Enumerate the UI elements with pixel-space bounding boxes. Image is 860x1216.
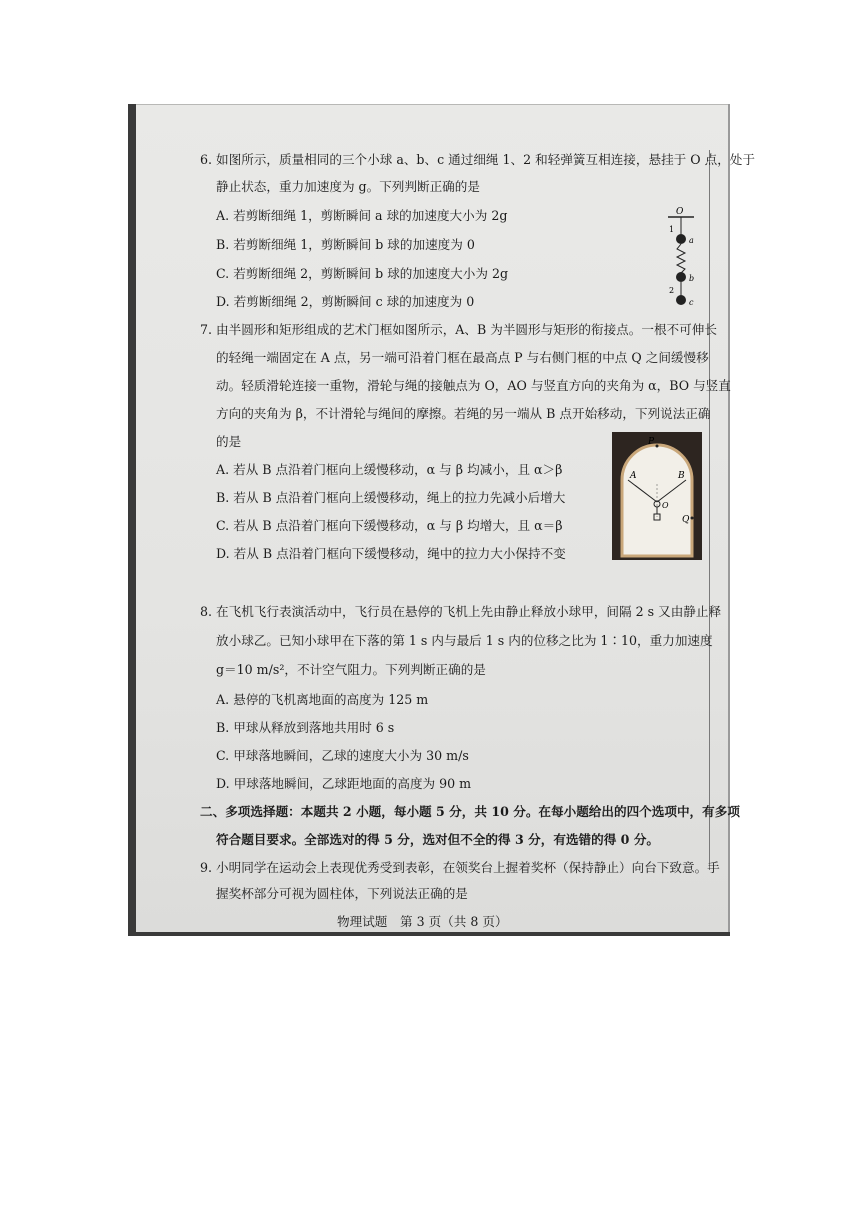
photo-bottom-edge [128, 932, 730, 936]
q7-option-d: D. 若从 B 点沿着门框向下缓慢移动，绳中的拉力大小保持不变 [216, 546, 566, 561]
q6-spring [677, 244, 685, 273]
q7-label-o: O [662, 501, 669, 510]
q6-ball-c [676, 295, 686, 305]
page-footer: 物理试题 第 3 页（共 8 页） [337, 914, 508, 929]
section2-heading-2: 符合题目要求。全部选对的得 5 分，选对但不全的得 3 分，有选错的得 0 分。 [216, 832, 660, 847]
q6-label-o: O [676, 207, 684, 217]
q6-label-rope1: 1 [669, 225, 675, 234]
q7-option-b: B. 若从 B 点沿着门框向上缓慢移动，绳上的拉力先减小后增大 [216, 490, 566, 505]
q6-stem-2: 静止状态，重力加速度为 g。下列判断正确的是 [216, 179, 480, 194]
q7-option-c: C. 若从 B 点沿着门框向下缓慢移动，α 与 β 均增大，且 α＝β [216, 518, 563, 533]
q6-option-d: D. 若剪断细绳 2，剪断瞬间 c 球的加速度为 0 [216, 294, 475, 309]
q7-stem-2: 的轻绳一端固定在 A 点，另一端可沿着门框在最高点 P 与右侧门框的中点 Q 之间缓慢移 [216, 350, 709, 365]
q6-label-a: a [689, 236, 694, 245]
q7-label-b: B [678, 471, 685, 481]
q8-option-d: D. 甲球落地瞬间，乙球距地面的高度为 90 m [216, 776, 472, 791]
q6-option-c: C. 若剪断细绳 2，剪断瞬间 b 球的加速度大小为 2g [216, 266, 509, 281]
q9-stem-2: 握奖杯部分可视为圆柱体，下列说法正确的是 [216, 886, 468, 901]
q6-label-b: b [689, 274, 695, 283]
q6-option-a: A. 若剪断细绳 1，剪断瞬间 a 球的加速度大小为 2g [216, 208, 508, 223]
q6-label-rope2: 2 [669, 286, 675, 295]
photo-left-edge [128, 104, 136, 936]
q7-label-a: A [630, 471, 637, 481]
q7-stem-3: 动。轻质滑轮连接一重物，滑轮与绳的接触点为 O，AO 与竖直方向的夹角为 α，BO 与竖直 [216, 378, 731, 393]
q7-stem-5: 的是 [216, 434, 242, 449]
q8-option-a: A. 悬停的飞机离地面的高度为 125 m [216, 692, 429, 707]
q7-stem-1: 7. 由半圆形和矩形组成的艺术门框如图所示，A、B 为半圆形与矩形的衔接点。一根不可伸长 [200, 322, 717, 337]
q7-stem-4: 方向的夹角为 β，不计滑轮与绳间的摩擦。若绳的另一端从 B 点开始移动，下列说法正确 [216, 406, 711, 421]
q7-label-p: P [648, 437, 655, 447]
q8-option-b: B. 甲球从释放到落地共用时 6 s [216, 720, 395, 735]
q8-option-c: C. 甲球落地瞬间，乙球的速度大小为 30 m/s [216, 748, 469, 763]
q8-stem-1: 8. 在飞机飞行表演活动中，飞行员在悬停的飞机上先由静止释放小球甲，间隔 2 s 又由静止释 [200, 604, 722, 619]
q6-stem-1: 6. 如图所示，质量相同的三个小球 a、b、c 通过细绳 1、2 和轻弹簧互相连接，悬挂于 O 点，处于 [200, 152, 755, 167]
q6-ball-a [676, 234, 686, 244]
q6-figure-ball-spring [662, 205, 702, 307]
q7-figure-arch [612, 432, 702, 560]
q6-ball-b [676, 272, 686, 282]
q8-stem-2: 放小球乙。已知小球甲在下落的第 1 s 内与最后 1 s 内的位移之比为 1∶10，重力加速度 [216, 633, 713, 648]
section2-heading-1: 二、多项选择题：本题共 2 小题，每小题 5 分，共 10 分。在每小题给出的四个选项中，有多项 [200, 804, 740, 819]
q6-option-b: B. 若剪断细绳 1，剪断瞬间 b 球的加速度为 0 [216, 237, 475, 252]
q7-option-a: A. 若从 B 点沿着门框向上缓慢移动，α 与 β 均减小，且 α＞β [216, 462, 563, 477]
bleed-through-border [709, 150, 710, 870]
q6-label-c: c [689, 298, 694, 307]
q7-label-q: Q [682, 515, 690, 525]
q9-stem-1: 9. 小明同学在运动会上表现优秀受到表彰，在领奖台上握着奖杯（保持静止）向台下致意。手 [200, 860, 720, 875]
q8-stem-3: g＝10 m/s²，不计空气阻力。下列判断正确的是 [216, 662, 486, 677]
